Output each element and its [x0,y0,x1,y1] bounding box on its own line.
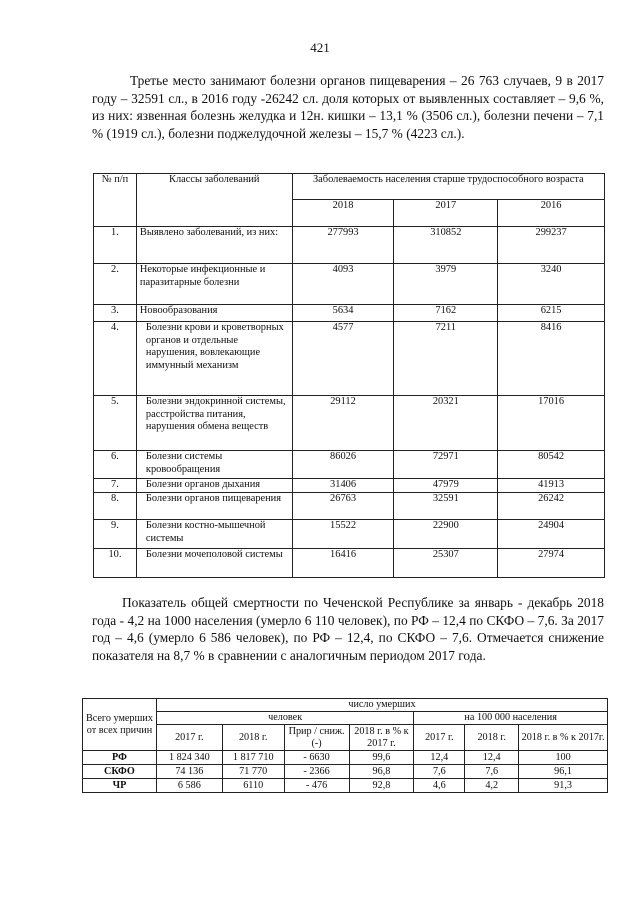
table-cell: 12,4 [465,751,519,765]
value-2018: 16416 [292,549,394,578]
row-label: РФ [83,751,157,765]
col-header: 2017 г. [414,725,465,751]
table-row [94,520,605,549]
value-2018: 277993 [292,227,394,264]
value-2018: 5634 [292,305,394,322]
value-2017: 3979 [394,264,498,305]
table-cell: 7,6 [414,765,465,779]
table-row [94,227,605,264]
row-class-name: Болезни органов пищеварения [136,493,292,520]
table-cell: 1 824 340 [156,751,222,765]
table-row [94,322,605,396]
value-2018: 4093 [292,264,394,305]
table-cell: 96,8 [349,765,414,779]
table-cell: 4,6 [414,779,465,793]
row-num: 5. [94,396,137,451]
table-row [94,493,605,520]
row-class-name: Болезни эндокринной системы, расстройства питания, нарушения обмена веществ [136,396,292,451]
row-num: 4. [94,322,137,396]
row-num: 1. [94,227,137,264]
row-num: 8. [94,493,137,520]
value-2018: 26763 [292,493,394,520]
table-cell: 6 586 [156,779,222,793]
col-year-2017: 2017 [394,200,498,227]
table-cell: 100 [519,751,608,765]
row-num: 9. [94,520,137,549]
table-cell: 1 817 710 [222,751,284,765]
value-2016: 41913 [498,479,605,493]
value-2016: 8416 [498,322,605,396]
row-num: 7. [94,479,137,493]
table-row [83,765,608,779]
row-label: СКФО [83,765,157,779]
value-2018: 86026 [292,451,394,479]
table-row [94,549,605,578]
value-2016: 17016 [498,396,605,451]
row-label: ЧР [83,779,157,793]
table-row [94,451,605,479]
row-class-name: Новообразования [136,305,292,322]
value-2017: 47979 [394,479,498,493]
table-cell: - 2366 [284,765,349,779]
col-header: Прир / сниж. (-) [284,725,349,751]
table-cell: 71 770 [222,765,284,779]
col-year-2016: 2016 [498,200,605,227]
table-cell: 91,3 [519,779,608,793]
table-cell: 4,2 [465,779,519,793]
value-2017: 310852 [394,227,498,264]
row-class-name: Болезни органов дыхания [136,479,292,493]
table-cell: 12,4 [414,751,465,765]
table-cell: 7,6 [465,765,519,779]
morbidity-table [93,173,605,578]
page-number: 421 [310,40,330,55]
table-cell: 74 136 [156,765,222,779]
col-incidence-header: Заболеваемость населения старше трудоспособного возраста [292,174,604,200]
table-row [94,264,605,305]
row-class-name: Болезни костно-мышечной системы [136,520,292,549]
value-2017: 72971 [394,451,498,479]
paragraph-digestive-diseases: Третье место занимают болезни органов пищеварения – 26 763 случаев, 9 в 2017 году – 32591 сл., в 2016 году -26242 сл. доля которых от выявленных составляет – 9,6 %, из них: язвенная болезнь желудка и 12н. кишки – 13,1 % (3506 сл.), болезни печени – 7,1 % (1919 сл.), болезни поджелудочной железы – 15,7 % (4223 сл.). [92,73,604,141]
col-header: 2017 г. [156,725,222,751]
per100k-group-header: на 100 000 населения [414,712,608,725]
table-row [94,305,605,322]
value-2016: 3240 [498,264,605,305]
row-num: 3. [94,305,137,322]
row-num: 6. [94,451,137,479]
col-header: 2018 г. в % к 2017г. [519,725,608,751]
value-2016: 26242 [498,493,605,520]
value-2017: 22900 [394,520,498,549]
value-2016: 6215 [498,305,605,322]
value-2016: 299237 [498,227,605,264]
row-num: 2. [94,264,137,305]
value-2016: 27974 [498,549,605,578]
value-2018: 31406 [292,479,394,493]
table-cell: 99,6 [349,751,414,765]
row-num: 10. [94,549,137,578]
row-class-name: Выявлено заболеваний, из них: [136,227,292,264]
mortality-table [82,698,608,793]
table-row [94,479,605,493]
value-2018: 15522 [292,520,394,549]
people-group-header: человек [156,712,413,725]
value-2017: 20321 [394,396,498,451]
col-year-2018: 2018 [292,200,394,227]
value-2017: 7162 [394,305,498,322]
row-class-name: Болезни системы кровообращения [136,451,292,479]
col-class-header: Классы заболеваний [136,174,292,227]
value-2018: 29112 [292,396,394,451]
table-cell: 92,8 [349,779,414,793]
col-header: 2018 г. [465,725,519,751]
table-row [94,396,605,451]
table-cell: 6110 [222,779,284,793]
value-2018: 4577 [292,322,394,396]
table-cell: 96,1 [519,765,608,779]
value-2016: 24904 [498,520,605,549]
table-cell: - 6630 [284,751,349,765]
value-2017: 7211 [394,322,498,396]
paragraph-mortality: Показатель общей смертности по Чеченской Республике за январь - декабрь 2018 года - 4,2 на 1000 населения (умерло 6 110 человек), по РФ – 12,4 по СКФО – 7,6. За 2017 год – 4,6 (умерло 6 586 человек), по РФ – 12,4, по СКФО – 7,6. Отмечается снижение показателя на 8,7 % в сравнении с аналогичным периодом 2017 года. [92,595,604,663]
table-row [83,779,608,793]
col-num-header: № п/п [94,174,137,227]
col-header: 2018 г. [222,725,284,751]
value-2017: 25307 [394,549,498,578]
row-class-name: Болезни мочеполовой системы [136,549,292,578]
row-class-name: Некоторые инфекционные и паразитарные болезни [136,264,292,305]
deaths-header: число умерших [156,699,607,712]
corner-header: Всего умерших от всех причин [83,699,157,751]
table-cell: - 476 [284,779,349,793]
col-header: 2018 г. в % к 2017 г. [349,725,414,751]
table-row [83,751,608,765]
value-2016: 80542 [498,451,605,479]
value-2017: 32591 [394,493,498,520]
row-class-name: Болезни крови и кроветворных органов и отдельные нарушения, вовлекающие иммунный механизм [136,322,292,396]
